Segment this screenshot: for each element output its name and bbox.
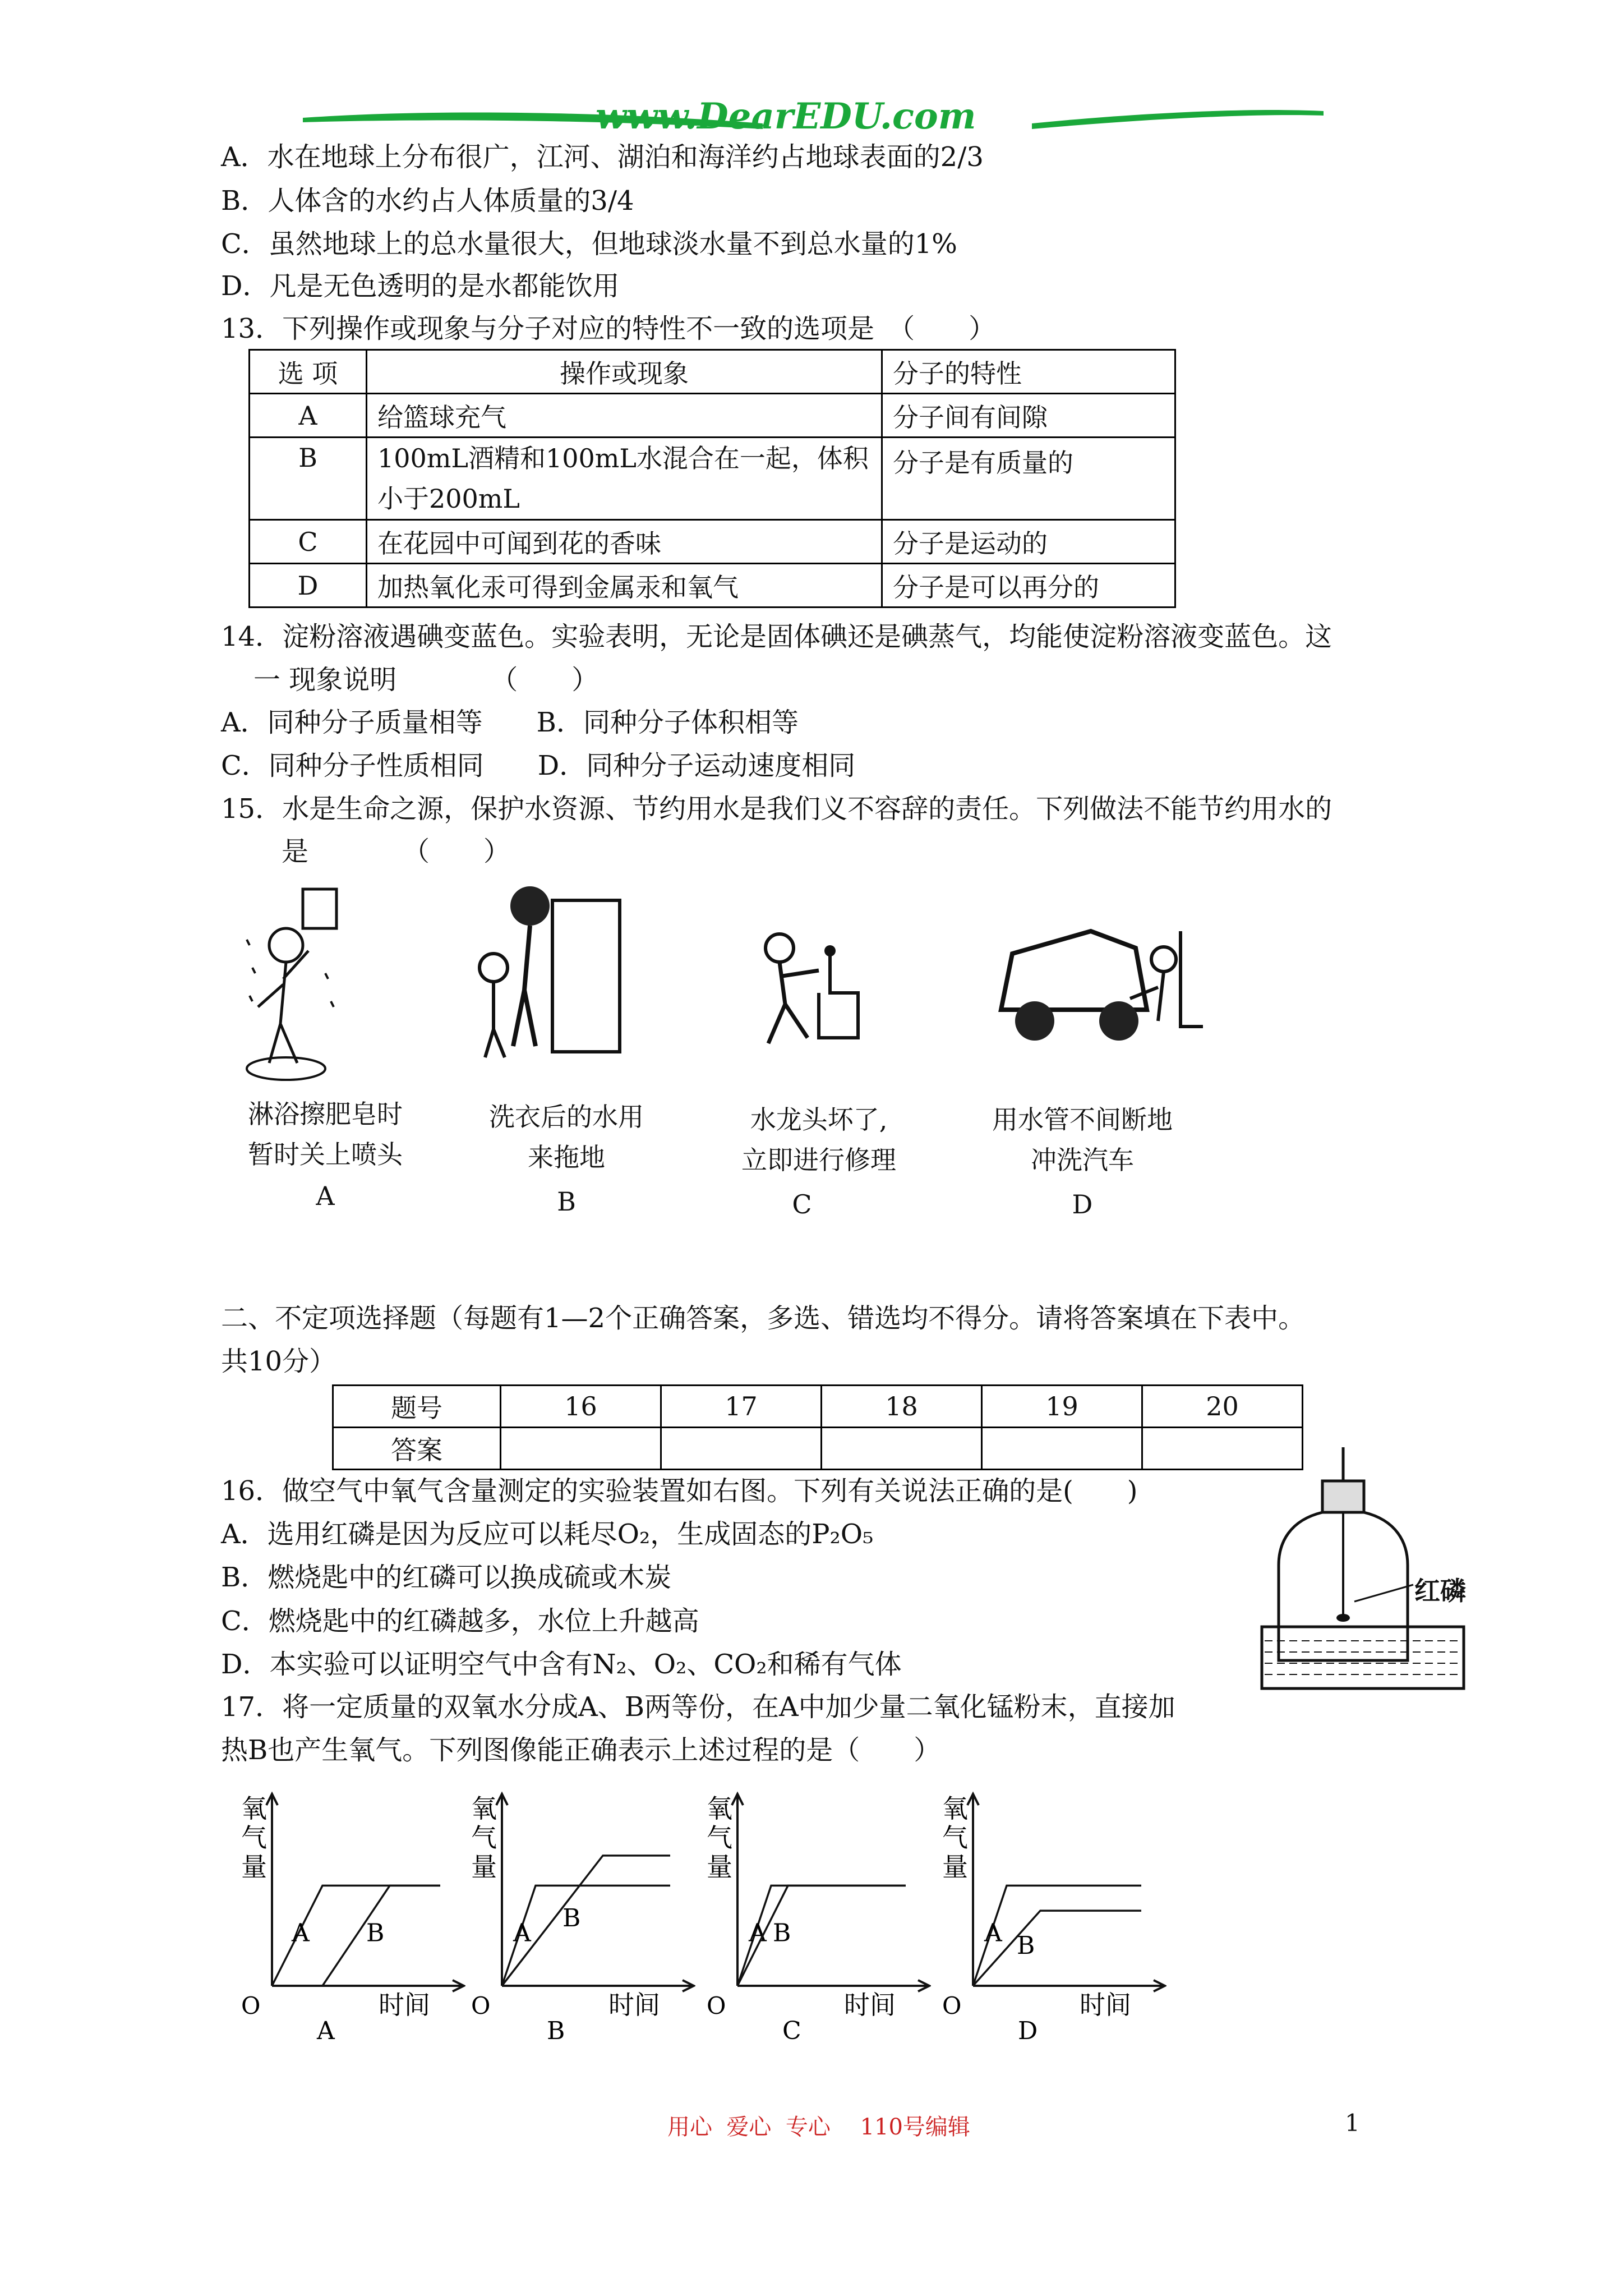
series-label-B: B (1017, 1931, 1035, 1961)
q15-letter-d: D (1072, 1189, 1093, 1220)
table-row: D 加热氧化汞可得到金属汞和氧气 分子是可以再分的 (250, 564, 1175, 608)
q13-table (248, 349, 1176, 608)
q13-header-row (250, 350, 1175, 394)
q17-chart-b (460, 1773, 695, 2042)
table-row: A 给篮球充气 分子间有间隙 (250, 394, 1175, 438)
series-label-A: A (749, 1918, 767, 1948)
x-axis-label: 时间 (1080, 1990, 1131, 2020)
answer-table (332, 1384, 1303, 1470)
series-label-A: A (984, 1918, 1002, 1948)
faucet-repair-illustration (746, 926, 880, 1060)
y-axis-label-char: 量 (707, 1852, 732, 1882)
origin-label: O (707, 1992, 726, 2019)
q15-letter-c: C (792, 1189, 812, 1220)
q15-caption-a-line2: 暂时关上喷头 (248, 1139, 403, 1170)
footer-editor-note: 用心 爱心 专心 110号编辑 (667, 2114, 970, 2140)
q13-header-property: 分子的特性 (882, 350, 1175, 394)
table-row: B 100mL酒精和100mL水混合在一起，体积小于200mL 分子是有质量的 (250, 438, 1175, 520)
y-axis-label-char: 量 (942, 1852, 968, 1882)
series-line-B (737, 1885, 906, 1986)
table-row: C 在花园中可闻到花的香味 分子是运动的 (250, 520, 1175, 564)
q12-option-d: D．凡是无色透明的是水都能饮用 (221, 270, 620, 302)
q17-chart-a (230, 1773, 465, 2042)
q15-caption-d-line1: 用水管不间断地 (992, 1105, 1173, 1135)
chart-caption: C (782, 2017, 801, 2042)
q17-chart-d (931, 1773, 1166, 2042)
series-label-A: A (513, 1918, 531, 1948)
y-axis-label-char: 量 (241, 1852, 267, 1882)
page-number: 1 (1345, 2109, 1360, 2137)
red-phosphorus-label: 红磷 (1414, 1576, 1466, 1606)
y-axis-label-char: 氧 (471, 1793, 497, 1824)
q16-option-b: B．燃烧匙中的红磷可以换成硫或木炭 (221, 1562, 672, 1593)
origin-label: O (471, 1992, 491, 2019)
q17-stem-line2: 热B也产生氧气。下列图像能正确表示上述过程的是（ ） (221, 1734, 941, 1766)
q16-option-a: A．选用红磷是因为反应可以耗尽O₂，生成固态的P₂O₅ (221, 1519, 874, 1550)
origin-label: O (942, 1992, 962, 2019)
q14-stem-line1: 14．淀粉溶液遇碘变蓝色。实验表明，无论是固体碘还是碘蒸气，均能使淀粉溶液变蓝色。这 (221, 621, 1332, 652)
q15-caption-c-line2: 立即进行修理 (741, 1145, 896, 1175)
shower-illustration (236, 884, 365, 1085)
q12-option-a: A．水在地球上分布很广，江河、湖泊和海洋约占地球表面的2/3 (221, 141, 984, 173)
y-axis-label-char: 气 (241, 1823, 267, 1853)
q15-letter-b: B (557, 1186, 576, 1217)
series-label-B: B (366, 1918, 385, 1948)
origin-label: O (241, 1992, 261, 2019)
x-axis-label: 时间 (608, 1990, 660, 2020)
x-axis-label: 时间 (844, 1990, 896, 2020)
stopper (1322, 1481, 1364, 1512)
q12-option-c: C．虽然地球上的总水量很大，但地球淡水量不到总水量的1% (221, 228, 957, 260)
answer-table-header-row: 题号 16 17 18 19 20 (333, 1386, 1303, 1428)
q17-chart-c (695, 1773, 931, 2042)
q14-stem-line2: 一 现象说明 （ ） (253, 664, 599, 696)
y-axis-label-char: 气 (942, 1823, 968, 1853)
header-right-swoosh (1032, 110, 1324, 129)
q13-header-option: 选 项 (250, 350, 367, 394)
y-axis-label-char: 量 (471, 1852, 497, 1882)
q16-option-c: C．燃烧匙中的红磷越多，水位上升越高 (221, 1605, 699, 1637)
y-axis-label-char: 氧 (707, 1793, 732, 1824)
x-axis-label: 时间 (379, 1990, 430, 2020)
section2-title-line1: 二、不定项选择题（每题有1—2个正确答案，多选、错选均不得分。请将答案填在下表中。 (221, 1303, 1306, 1334)
answer-cell-17[interactable] (661, 1428, 822, 1470)
y-axis-label-char: 气 (707, 1823, 732, 1853)
q14-options-cd: C．同种分子性质相同 D．同种分子运动速度相同 (221, 750, 856, 781)
answer-cell-18[interactable] (822, 1428, 982, 1470)
q12-option-b: B．人体含的水约占人体质量的3/4 (221, 185, 634, 217)
series-label-A: A (292, 1918, 310, 1948)
y-axis-label-char: 氧 (241, 1793, 267, 1824)
q13-header-phenomenon: 操作或现象 (367, 350, 882, 394)
chart-caption: B (547, 2017, 565, 2042)
chart-caption: A (317, 2017, 335, 2042)
water-trough (1262, 1627, 1464, 1688)
answer-table-answer-row: 答案 (333, 1428, 1303, 1470)
q15-stem-line2: 是 （ ） (282, 836, 511, 867)
q16-stem: 16．做空气中氧气含量测定的实验装置如右图。下列有关说法正确的是( ) (221, 1475, 1138, 1507)
header-site-name[interactable]: www.DearEDU.com (596, 95, 976, 137)
q15-stem-line1: 15．水是生命之源，保护水资源、节约用水是我们义不容辞的责任。下列做法不能节约用水的 (221, 793, 1332, 825)
q15-caption-a-line1: 淋浴擦肥皂时 (248, 1099, 403, 1129)
series-label-B: B (562, 1903, 581, 1932)
y-axis-label-char: 气 (471, 1823, 497, 1853)
q14-options-ab: A．同种分子质量相等 B．同种分子体积相等 (221, 707, 799, 738)
laundry-illustration (468, 878, 625, 1063)
q15-letter-a: A (316, 1181, 335, 1211)
series-label-B: B (773, 1918, 791, 1948)
q15-caption-b-line1: 洗衣后的水用 (489, 1102, 644, 1132)
q15-caption-b-line2: 来拖地 (528, 1142, 605, 1172)
q15-caption-d-line2: 冲洗汽车 (1031, 1145, 1134, 1175)
answer-cell-19[interactable] (982, 1428, 1142, 1470)
q13-stem: 13．下列操作或现象与分子对应的特性不一致的选项是 （ ） (221, 313, 996, 344)
answer-cell-16[interactable] (501, 1428, 661, 1470)
q15-caption-c-line1: 水龙头坏了, (750, 1105, 888, 1135)
section2-title-line2: 共10分） (221, 1346, 336, 1377)
chart-caption: D (1018, 2017, 1038, 2042)
q17-stem-line1: 17．将一定质量的双氧水分成A、B两等份，在A中加少量二氧化锰粉末，直接加 (221, 1691, 1175, 1723)
q16-option-d: D．本实验可以证明空气中含有N₂、O₂、CO₂和稀有气体 (221, 1649, 902, 1680)
car-wash-illustration (990, 898, 1203, 1066)
y-axis-label-char: 氧 (942, 1793, 968, 1824)
